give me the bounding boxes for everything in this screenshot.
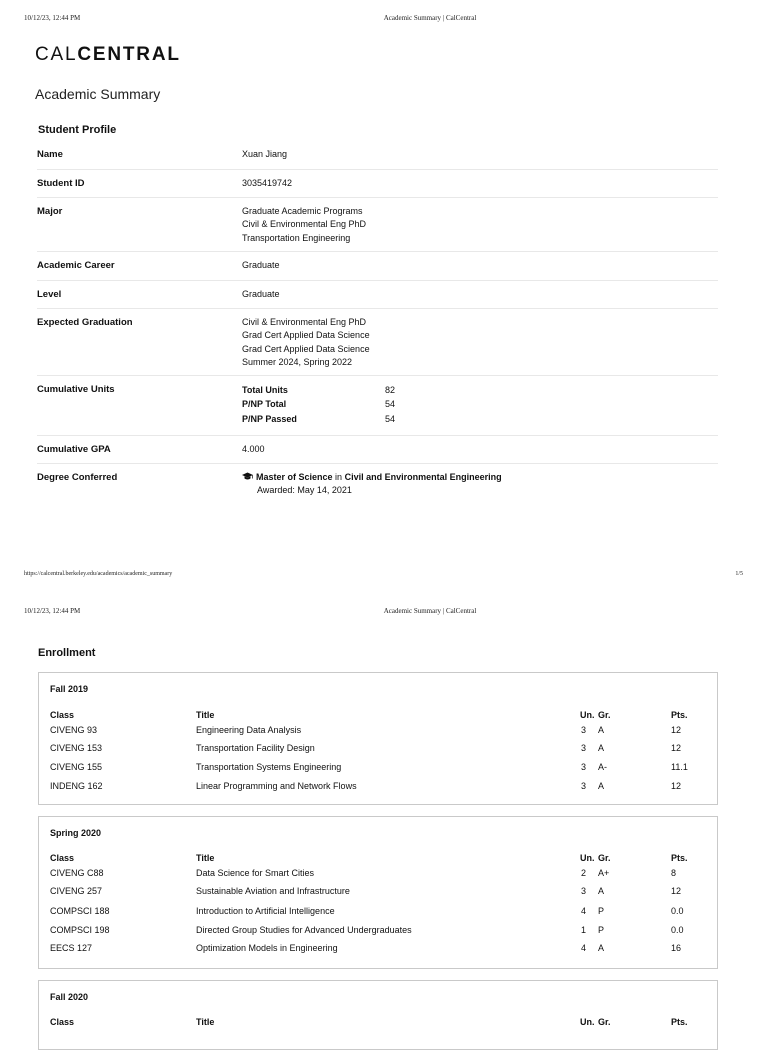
course-class: CIVENG C88 [50,868,104,878]
major-line: Civil & Environmental Eng PhD [242,219,367,230]
course-units: 3 [581,886,587,896]
profile-label: Academic Career [37,260,115,271]
profile-label: Cumulative GPA [37,444,111,455]
print-title: Academic Summary | CalCentral [383,607,477,615]
course-points: 0.0 [671,925,684,935]
course-grade: A [598,725,605,735]
graduation-line: Grad Cert Applied Data Science [242,330,370,341]
profile-label: Major [37,206,63,217]
course-units: 2 [581,868,587,878]
course-units: 1 [581,925,587,935]
profile-value: Graduate [242,289,280,299]
course-row [50,868,710,882]
course-points: 11.1 [671,762,688,772]
course-title: Data Science for Smart Cities [196,868,315,878]
profile-value [242,376,718,435]
col-title-header: Title [196,710,215,720]
course-row [50,906,710,920]
units-value: 82 [385,385,396,395]
course-units: 3 [581,743,587,753]
course-units: 3 [581,762,587,772]
col-units-header: Un. [580,710,595,720]
course-points: 12 [671,725,682,735]
col-points-header: Pts. [671,710,688,720]
units-label: P/NP Total [242,399,287,410]
course-units: 3 [581,781,587,791]
print-header [0,607,768,619]
print-header [0,14,768,26]
course-table-header [50,1017,710,1031]
units-label: P/NP Passed [242,413,297,424]
course-row [50,781,710,795]
profile-row-expected-graduation [37,309,718,376]
term-box-fall-2020 [38,980,718,1050]
course-class: COMPSCI 198 [50,925,110,935]
course-units: 4 [581,906,587,916]
course-grade: A [598,943,605,953]
col-grade-header: Gr. [598,710,611,720]
course-row [50,925,710,939]
profile-value: Graduate [242,260,280,270]
course-table-header [50,710,710,724]
profile-row-name [37,141,718,170]
course-row [50,725,710,739]
course-row [50,886,710,900]
course-row [50,743,710,757]
term-box-spring-2020 [38,816,718,969]
profile-label: Level [37,289,62,300]
course-grade: A [598,886,605,896]
col-units-header: Un. [580,853,595,863]
profile-row-major [37,198,718,252]
degree-field: Civil and Environmental Engineering [344,472,502,482]
course-title: Linear Programming and Network Flows [196,781,357,791]
term-name: Spring 2020 [50,828,102,838]
degree-connector: in [335,472,343,482]
graduation-cap-icon [242,472,253,481]
course-points: 16 [671,943,682,953]
graduation-line: Grad Cert Applied Data Science [242,343,370,354]
enrollment-heading: Enrollment [38,647,96,659]
units-label: Total Units [242,385,288,395]
course-grade: P [598,925,605,935]
calcentral-logo[interactable] [35,44,181,66]
course-title: Directed Group Studies for Advanced Undergraduates [196,925,412,935]
print-datetime: 10/12/23, 12:44 PM [24,607,81,615]
units-value: 54 [385,413,396,424]
course-class: EECS 127 [50,943,93,953]
profile-row-cumulative-units [37,376,718,436]
course-grade: A+ [598,868,610,878]
course-title: Transportation Systems Engineering [196,762,342,772]
col-grade-header: Gr. [598,1017,611,1027]
print-title: Academic Summary | CalCentral [383,14,477,22]
profile-value [242,309,718,375]
course-row [50,762,710,776]
col-class-header: Class [50,1017,75,1027]
col-class-header: Class [50,853,75,863]
graduation-line: Summer 2024, Spring 2022 [242,357,353,368]
profile-value: 4.000 [242,444,265,454]
course-units: 3 [581,725,587,735]
course-title: Sustainable Aviation and Infrastructure [196,886,350,896]
col-grade-header: Gr. [598,853,611,863]
course-grade: A [598,781,605,791]
course-class: CIVENG 153 [50,743,103,753]
profile-row-level [37,281,718,309]
profile-label: Cumulative Units [37,384,115,395]
course-class: COMPSCI 188 [50,906,110,916]
course-class: INDENG 162 [50,781,103,791]
profile-value [242,464,718,504]
major-line: Graduate Academic Programs [242,206,363,216]
profile-label: Expected Graduation [37,317,133,328]
course-points: 8 [671,868,677,878]
profile-row-academic-career [37,252,718,281]
course-grade: P [598,906,605,916]
course-class: CIVENG 155 [50,762,103,772]
print-url[interactable]: https://calcentral.berkeley.edu/academics/academic_summary [24,571,173,577]
units-value: 54 [385,399,396,410]
col-title-header: Title [196,1017,215,1027]
profile-row-student-id [37,170,718,198]
course-class: CIVENG 257 [50,886,103,896]
course-points: 12 [671,886,682,896]
course-row [50,943,710,957]
col-points-header: Pts. [671,1017,688,1027]
page-title: Academic Summary [35,86,161,102]
col-units-header: Un. [580,1017,595,1027]
profile-label: Student ID [37,178,85,189]
course-title: Introduction to Artificial Intelligence [196,906,335,916]
profile-value: 3035419742 [242,178,293,188]
term-box-fall-2019 [38,672,718,805]
profile-value: Xuan Jiang [242,149,288,159]
col-class-header: Class [50,710,75,720]
col-points-header: Pts. [671,853,688,863]
print-datetime: 10/12/23, 12:44 PM [24,14,81,22]
print-page-number: 1/5 [735,571,743,577]
profile-label: Degree Conferred [37,472,118,483]
units-table [242,384,718,426]
course-title: Engineering Data Analysis [196,725,302,735]
major-line: Transportation Engineering [242,232,351,243]
course-grade: A [598,743,605,753]
course-title: Optimization Models in Engineering [196,943,338,953]
profile-label: Name [37,149,63,160]
term-name: Fall 2019 [50,684,89,694]
term-name: Fall 2020 [50,992,89,1002]
course-title: Transportation Facility Design [196,743,315,753]
logo-light-text: CAL [35,44,78,65]
course-class: CIVENG 93 [50,725,98,735]
course-units: 4 [581,943,587,953]
student-profile-table [37,141,718,504]
profile-row-degree-conferred [37,464,718,504]
logo-bold-text: CENTRAL [77,44,181,65]
degree-name: Master of Science [256,472,333,482]
course-points: 0.0 [671,906,684,916]
course-points: 12 [671,743,682,753]
course-grade: A- [598,762,607,772]
graduation-line: Civil & Environmental Eng PhD [242,317,367,327]
course-table-header [50,853,710,867]
course-points: 12 [671,781,682,791]
profile-row-cumulative-gpa [37,436,718,464]
student-profile-heading: Student Profile [38,124,117,136]
profile-value [242,198,718,251]
degree-awarded-date: Awarded: May 14, 2021 [257,485,352,496]
col-title-header: Title [196,853,215,863]
